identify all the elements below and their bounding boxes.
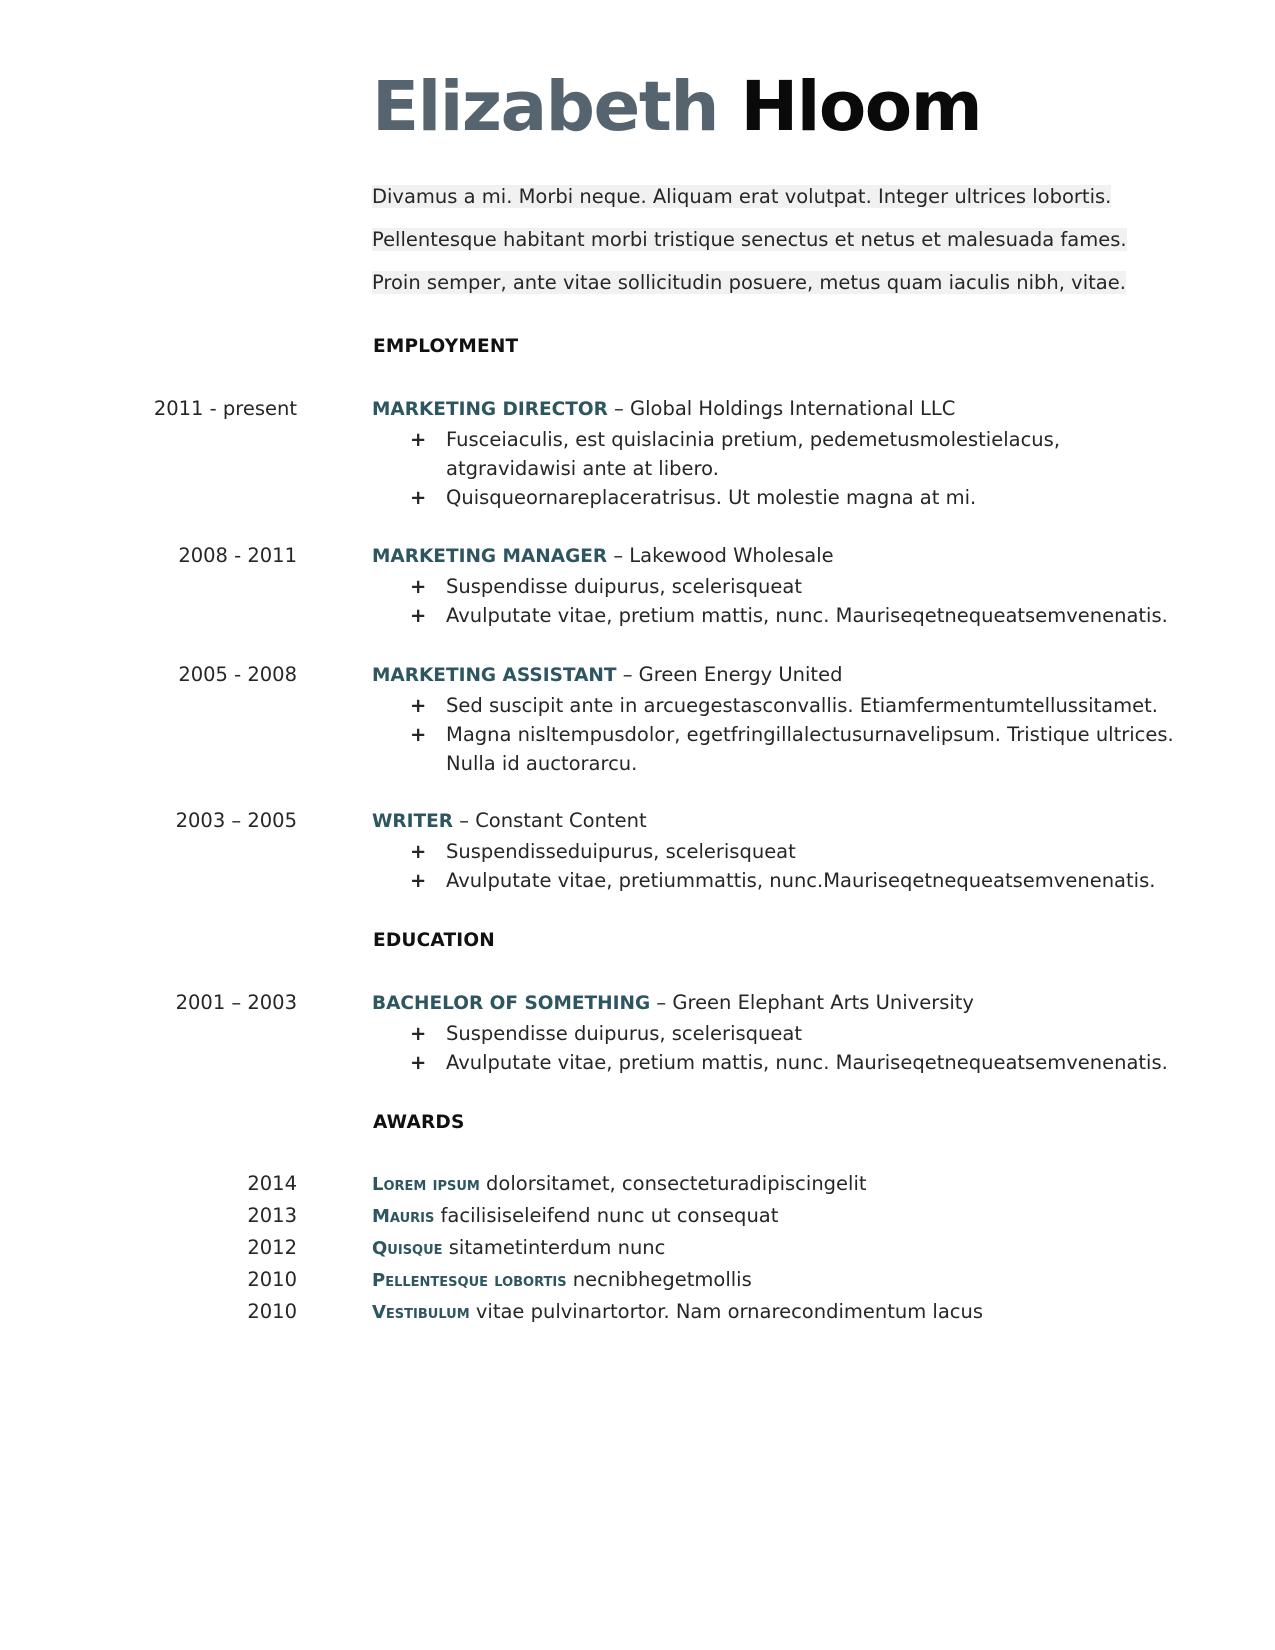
award-label: Lorem ipsum <box>372 1174 480 1195</box>
plus-icon: + <box>410 486 427 509</box>
bullet-item: + Avulputate vitae, pretiummattis, nunc.Mauriseqetnequeatsemvenenatis. <box>0 866 1186 895</box>
entry-headline <box>372 990 974 1017</box>
resume-name <box>372 62 981 152</box>
bullet-item: + Suspendisse duipurus, scelerisqueat <box>0 1019 1186 1048</box>
plus-icon: + <box>410 575 427 598</box>
award-item <box>0 1233 1275 1263</box>
plus-icon: + <box>410 840 427 863</box>
bullet-list <box>0 425 1186 512</box>
plus-icon: + <box>410 1051 427 1074</box>
award-year: 2010 <box>247 1268 297 1291</box>
award-text: sitametinterdum nunc <box>442 1236 666 1259</box>
award-year: 2010 <box>247 1300 297 1323</box>
award-label: Vestibulum <box>372 1302 470 1323</box>
entry-dates: 2011 - present <box>153 397 297 420</box>
award-label: Quisque <box>372 1238 443 1259</box>
award-text: facilisiseleifend nunc ut consequat <box>434 1204 779 1227</box>
bullet-list <box>0 572 1186 630</box>
award-label: Mauris <box>372 1206 435 1227</box>
plus-icon: + <box>410 604 427 627</box>
award-label: Pellentesque lobortis <box>372 1270 567 1291</box>
plus-icon: + <box>410 428 427 451</box>
bullet-item: + Magna nisltempusdolor, egetfringillalectusurnavelipsum. Tristique ultrices. Nulla id auctorarcu. <box>0 720 1186 778</box>
job-title: MARKETING DIRECTOR <box>372 399 608 420</box>
section-heading-awards: AWARDS <box>373 1112 465 1133</box>
bullet-item: + Avulputate vitae, pretium mattis, nunc. Mauriseqetnequeatsemvenenatis. <box>0 1048 1186 1077</box>
award-year: 2012 <box>247 1236 297 1259</box>
first-name: Elizabeth <box>372 67 718 147</box>
bullet-item: + Fusceiaculis, est quislacinia pretium, pedemetusmolestielacus, atgravidawisi ante at libero. <box>0 425 1186 483</box>
last-name: Hloom <box>740 67 982 147</box>
summary-line: Proin semper, ante vitae sollicitudin posuere, metus quam iaculis nibh, vitae. <box>372 271 1126 294</box>
award-year: 2014 <box>247 1172 297 1195</box>
job-title: MARKETING ASSISTANT <box>372 665 617 686</box>
award-text: vitae pulvinartortor. Nam ornarecondimentum lacus <box>469 1300 984 1323</box>
institution: – Green Elephant Arts University <box>650 991 974 1014</box>
summary-line: Pellentesque habitant morbi tristique senectus et netus et malesuada fames. <box>372 228 1127 251</box>
bullet-item: + Suspendisseduipurus, scelerisqueat <box>0 837 1186 866</box>
job-title: WRITER <box>372 811 454 832</box>
plus-icon: + <box>410 694 427 717</box>
section-heading-employment: EMPLOYMENT <box>373 336 519 357</box>
section-heading-education: EDUCATION <box>373 930 495 951</box>
plus-icon: + <box>410 1022 427 1045</box>
bullet-list <box>0 1019 1186 1077</box>
award-text: dolorsitamet, consecteturadipiscingelit <box>479 1172 867 1195</box>
summary <box>372 184 1172 313</box>
bullet-list <box>0 837 1186 895</box>
award-item <box>0 1201 1275 1231</box>
entry-headline <box>372 662 842 689</box>
entry-headline <box>372 543 834 570</box>
entry-dates: 2008 - 2011 <box>178 544 297 567</box>
entry-headline <box>372 396 955 423</box>
degree-title: BACHELOR OF SOMETHING <box>372 993 651 1014</box>
award-item <box>0 1265 1275 1295</box>
plus-icon: + <box>410 869 427 892</box>
bullet-item: + Sed suscipit ante in arcuegestasconvallis. Etiamfermentumtellussitamet. <box>0 691 1186 720</box>
award-item <box>0 1297 1275 1327</box>
employer: – Constant Content <box>453 809 647 832</box>
bullet-list <box>0 691 1186 778</box>
bullet-item: + Quisqueornareplaceratrisus. Ut molestie magna at mi. <box>0 483 1186 512</box>
plus-icon: + <box>410 723 427 746</box>
award-text: necnibhegetmollis <box>566 1268 752 1291</box>
employer: – Green Energy United <box>616 663 843 686</box>
bullet-item: + Suspendisse duipurus, scelerisqueat <box>0 572 1186 601</box>
entry-headline <box>372 808 647 835</box>
award-item <box>0 1169 1275 1199</box>
job-title: MARKETING MANAGER <box>372 546 608 567</box>
employer: – Lakewood Wholesale <box>607 544 834 567</box>
employer: – Global Holdings International LLC <box>607 397 956 420</box>
entry-dates: 2001 – 2003 <box>175 991 297 1014</box>
entry-dates: 2005 - 2008 <box>178 663 297 686</box>
entry-dates: 2003 – 2005 <box>175 809 297 832</box>
bullet-item: + Avulputate vitae, pretium mattis, nunc. Mauriseqetnequeatsemvenenatis. <box>0 601 1186 630</box>
award-year: 2013 <box>247 1204 297 1227</box>
summary-line: Divamus a mi. Morbi neque. Aliquam erat volutpat. Integer ultrices lobortis. <box>372 185 1112 208</box>
